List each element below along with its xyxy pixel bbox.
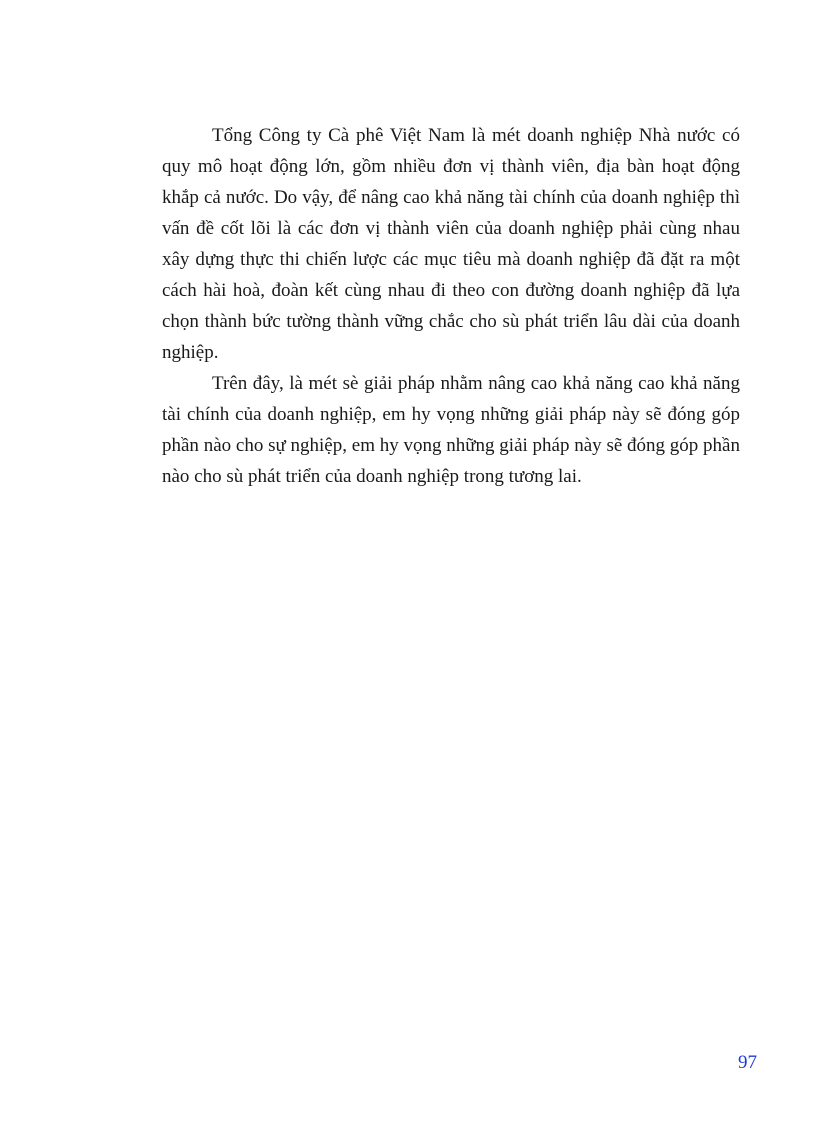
paragraph-2: Trên đây, là mét sè giải pháp nhằm nâng cao khả năng cao khả năng tài chính của doanh nghiệp, em hy vọng những giải pháp này sẽ đóng góp phần nào cho sự nghiệp, em hy vọng những giải pháp này sẽ đóng góp phần nào cho sù phát triển của doanh nghiệp trong tương lai. <box>162 373 740 487</box>
paragraph-1: Tổng Công ty Cà phê Việt Nam là mét doanh nghiệp Nhà nước có quy mô hoạt động lớn, gồm nhiều đơn vị thành viên, địa bàn hoạt động khắp cả nước. Do vậy, để nâng cao khả năng tài chính của doanh nghiệp thì vấn đề cốt lõi là các đơn vị thành viên của doanh nghiệp phải cùng nhau xây dựng thực thi chiến lược các mục tiêu mà doanh nghiệp đã đặt ra một cách hài hoà, đoàn kết cùng nhau đi theo con đường doanh nghiệp đã lựa chọn thành bức tường thành vững chắc cho sù phát triển lâu dài của doanh nghiệp. <box>162 125 740 363</box>
page-number: 97 <box>738 1052 757 1073</box>
body-text <box>162 120 740 492</box>
